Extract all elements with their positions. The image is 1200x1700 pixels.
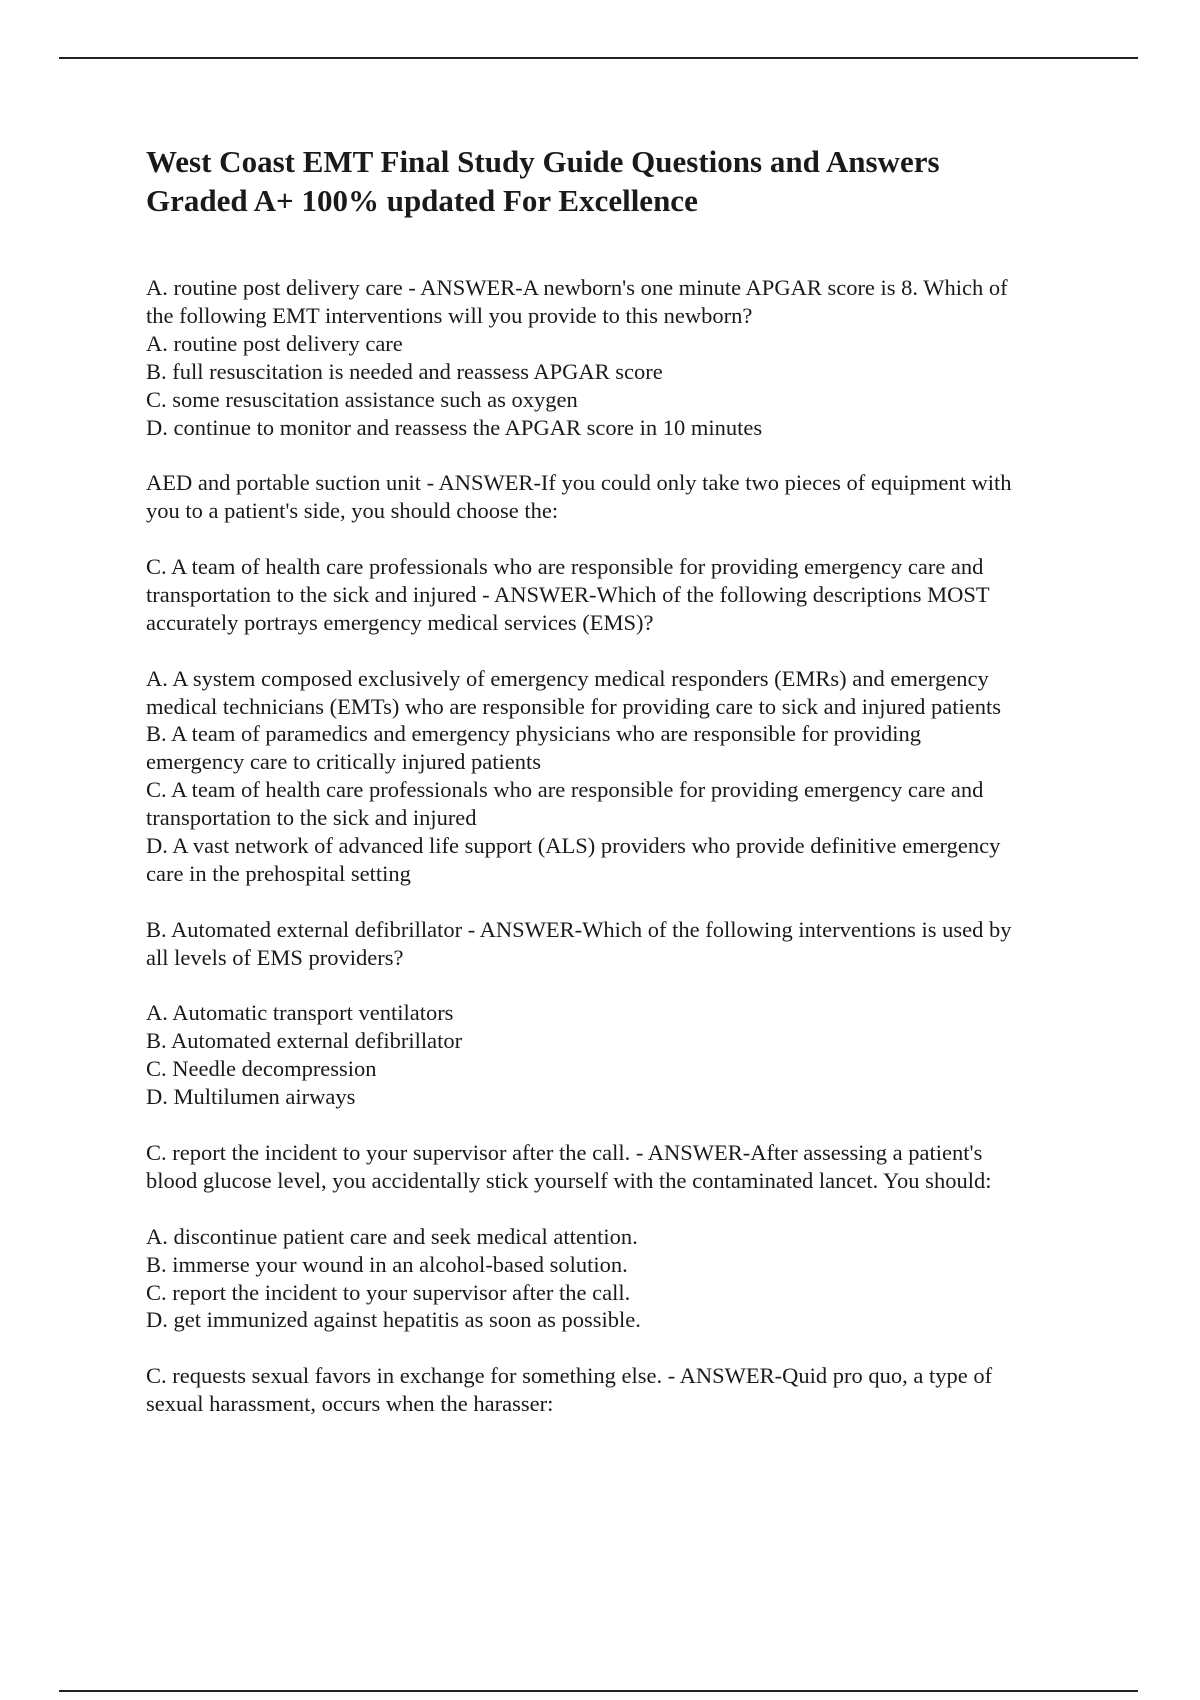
qa-block [146, 469, 1011, 525]
text-line: D. get immunized against hepatitis as soon as possible. [146, 1307, 641, 1333]
text-line: D. A vast network of advanced life support (ALS) providers who provide definitive emergency [146, 833, 1001, 859]
qa-block [146, 1362, 1011, 1418]
text-line: B. full resuscitation is needed and reassess APGAR score [146, 358, 663, 384]
text-line: C. report the incident to your supervisor after the call. - ANSWER-After assessing a patient's [146, 1140, 983, 1165]
qa-block [146, 553, 1011, 637]
text-line: all levels of EMS providers? [146, 944, 404, 970]
text-line: B. A team of paramedics and emergency physicians who are responsible for providing [146, 721, 921, 747]
qa-block [146, 999, 1011, 1111]
text-line: transportation to the sick and injured [146, 805, 477, 831]
text-line: C. A team of health care professionals who are responsible for providing emergency care and [146, 554, 984, 580]
text-line: accurately portrays emergency medical services (EMS)? [146, 609, 654, 635]
text-line: B. Automated external defibrillator [146, 1028, 463, 1054]
document-body [146, 274, 1011, 1446]
document-title [146, 142, 940, 220]
qa-block [146, 274, 1011, 441]
text-line: B. Automated external defibrillator - ANSWER-Which of the following interventions is used by [146, 916, 1012, 942]
text-line: the following EMT interventions will you provide to this newborn? [146, 302, 753, 328]
qa-block [146, 1139, 1011, 1195]
text-line: C. requests sexual favors in exchange for something else. - ANSWER-Quid pro quo, a type of [146, 1363, 993, 1389]
text-line: C. some resuscitation assistance such as oxygen [146, 386, 578, 412]
text-line: A. Automatic transport ventilators [146, 1000, 454, 1026]
text-line: medical technicians (EMTs) who are responsible for providing care to sick and injured patients [146, 693, 1002, 719]
text-line: C. Needle decompression [146, 1056, 377, 1082]
text-line: A. discontinue patient care and seek medical attention. [146, 1223, 638, 1249]
text-line: AED and portable suction unit - ANSWER-If you could only take two pieces of equipment with [146, 470, 1012, 496]
qa-block [146, 916, 1011, 972]
qa-block [146, 1223, 1011, 1335]
text-line: B. immerse your wound in an alcohol-based solution. [146, 1251, 628, 1277]
text-line: emergency care to critically injured patients [146, 749, 542, 775]
text-line: care in the prehospital setting [146, 860, 411, 886]
text-line: A. routine post delivery care - ANSWER-A newborn's one minute APGAR score is 8. Which of [146, 275, 1008, 300]
text-line: A. A system composed exclusively of emergency medical responders (EMRs) and emergency [146, 665, 989, 691]
text-line: C. A team of health care professionals who are responsible for providing emergency care and [146, 777, 984, 803]
text-line: D. continue to monitor and reassess the APGAR score in 10 minutes [146, 414, 763, 440]
text-line: D. Multilumen airways [146, 1084, 356, 1110]
title-line: West Coast EMT Final Study Guide Questions and Answers [146, 144, 940, 179]
text-line: A. routine post delivery care [146, 330, 403, 356]
header-rule [59, 57, 1138, 59]
text-line: transportation to the sick and injured - ANSWER-Which of the following descriptions MOST [146, 581, 990, 607]
text-line: you to a patient's side, you should choose the: [146, 498, 559, 524]
qa-block [146, 665, 1011, 888]
text-line: sexual harassment, occurs when the harasser: [146, 1391, 554, 1417]
text-line: blood glucose level, you accidentally stick yourself with the contaminated lancet. You should: [146, 1167, 992, 1193]
footer-rule [59, 1690, 1138, 1692]
title-line: Graded A+ 100% updated For Excellence [146, 183, 698, 218]
text-line: C. report the incident to your supervisor after the call. [146, 1279, 631, 1305]
